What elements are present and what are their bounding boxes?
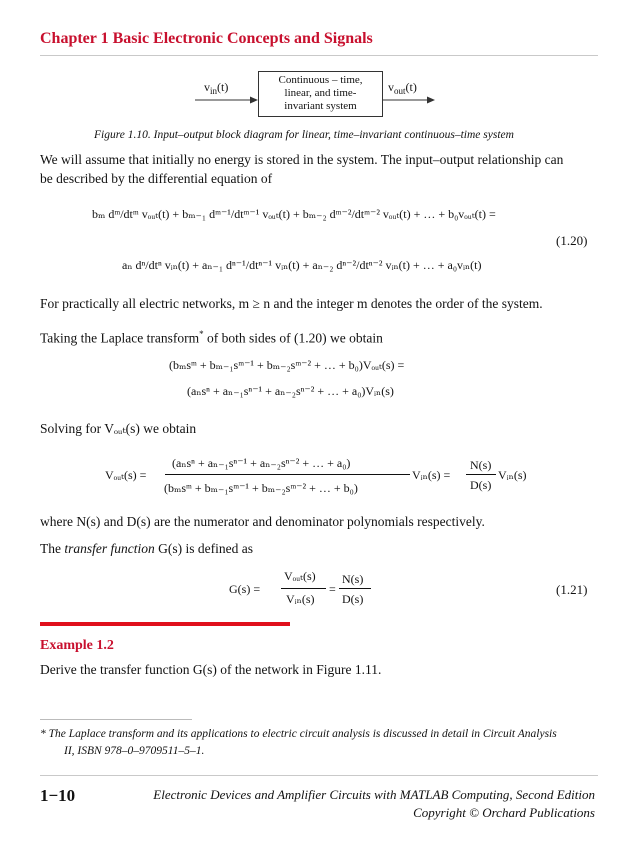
example-divider: [40, 622, 290, 626]
equation-1-21-lhs: G(s) =: [229, 582, 261, 596]
example-title: Example 1.2: [40, 638, 114, 653]
vout-nd-fraction-bar: [466, 474, 496, 475]
equation-1-21-fraction-bar: [281, 588, 326, 589]
paragraph-laplace: Taking the Laplace transform* of both sides of (1.20) we obtain: [40, 329, 383, 346]
footnote-line-1: * The Laplace transform and its applications to electric circuit analysis is discussed in detail in Circuit Analysis: [40, 728, 557, 740]
footnote-rule: [40, 719, 192, 720]
vout-tail: Vᵢₙ(s): [498, 468, 527, 482]
chapter-title: Chapter 1 Basic Electronic Concepts and Signals: [40, 30, 373, 47]
equation-1-21-denominator: Vᵢₙ(s): [286, 592, 315, 606]
paragraph-solving: Solving for Vₒᵤₜ(s) we obtain: [40, 421, 197, 436]
paragraph-polynomials: where N(s) and D(s) are the numerator and denominator polynomials respectively.: [40, 514, 485, 529]
input-signal-label: $v_{in}(t)$: [204, 80, 229, 96]
equation-1-21-nd-bar: [339, 588, 371, 589]
vout-d-denominator: D(s): [470, 478, 492, 492]
figure-caption: Figure 1.10. Input–output block diagram for linear, time–invariant continuous–time system: [94, 129, 514, 141]
output-signal-label: $v_{out}(t)$: [388, 80, 417, 96]
example-text: Derive the transfer function G(s) of the network in Figure 1.11.: [40, 662, 382, 677]
vout-numerator: (aₙsⁿ + aₙ₋₁sⁿ⁻¹ + aₙ₋₂sⁿ⁻² + … + a₀): [172, 456, 351, 470]
equation-1-21-numerator: Vₒᵤₜ(s): [284, 569, 316, 583]
input-arrow-icon: [195, 95, 260, 105]
output-arrow-icon: [383, 95, 438, 105]
vout-denominator: (bₘsᵐ + bₘ₋₁sᵐ⁻¹ + bₘ₋₂sᵐ⁻² + … + b₀): [164, 481, 358, 495]
footer-copyright: Copyright © Orchard Publications: [413, 805, 595, 820]
footnote-line-2: II, ISBN 978–0–9709511–5–1.: [64, 745, 205, 757]
vout-lhs: Vₒᵤₜ(s) =: [105, 468, 147, 482]
paragraph-intro-line-1: We will assume that initially no energy is stored in the system. The input–output relationship can: [40, 152, 564, 167]
vout-fraction-bar: [165, 474, 410, 475]
equation-1-21-equals: =: [329, 582, 336, 596]
system-box: [258, 71, 383, 117]
vout-n-numerator: N(s): [470, 458, 492, 472]
equation-1-21-d: D(s): [342, 592, 364, 606]
laplace-equation-row-1: (bₘsᵐ + bₘ₋₁sᵐ⁻¹ + bₘ₋₂sᵐ⁻² + … + b₀)Vₒᵤₜ(s) =: [169, 358, 405, 372]
page-number: 1−10: [40, 786, 76, 805]
equation-1-20-row-2: aₙ dⁿ/dtⁿ vᵢₙ(t) + aₙ₋₁ dⁿ⁻¹/dtⁿ⁻¹ vᵢₙ(t) + aₙ₋₂ dⁿ⁻²/dtⁿ⁻² vᵢₙ(t) + … + a₀vᵢₙ(t): [122, 258, 482, 272]
system-box-line-1: Continuous – time,: [278, 74, 363, 86]
system-box-line-2: linear, and time-: [284, 87, 357, 99]
laplace-equation-row-2: (aₙsⁿ + aₙ₋₁sⁿ⁻¹ + aₙ₋₂sⁿ⁻² + … + a₀)Vᵢₙ(s): [187, 384, 394, 398]
header-rule: [40, 55, 598, 56]
paragraph-order: For practically all electric networks, m ≥ n and the integer m denotes the order of the system.: [40, 296, 543, 311]
paragraph-intro-line-2: be described by the differential equation of: [40, 171, 273, 186]
vout-mid: Vᵢₙ(s) =: [412, 468, 451, 482]
system-box-line-3: invariant system: [284, 100, 357, 112]
equation-number-1-21: (1.21): [556, 582, 588, 597]
paragraph-transfer-function: The transfer function G(s) is defined as: [40, 541, 253, 556]
footer-book-title: Electronic Devices and Amplifier Circuits with MATLAB Computing, Second Edition: [153, 787, 595, 802]
equation-number-1-20: (1.20): [556, 233, 588, 248]
footer-rule: [40, 775, 598, 776]
equation-1-20-row-1: bₘ dᵐ/dtᵐ vₒᵤₜ(t) + bₘ₋₁ dᵐ⁻¹/dtᵐ⁻¹ vₒᵤₜ(t) + bₘ₋₂ dᵐ⁻²/dtᵐ⁻² vₒᵤₜ(t) + … + b₀vₒᵤₜ(t) =: [92, 207, 496, 221]
footnote-marker: *: [199, 329, 204, 339]
equation-1-21-n: N(s): [342, 572, 364, 586]
